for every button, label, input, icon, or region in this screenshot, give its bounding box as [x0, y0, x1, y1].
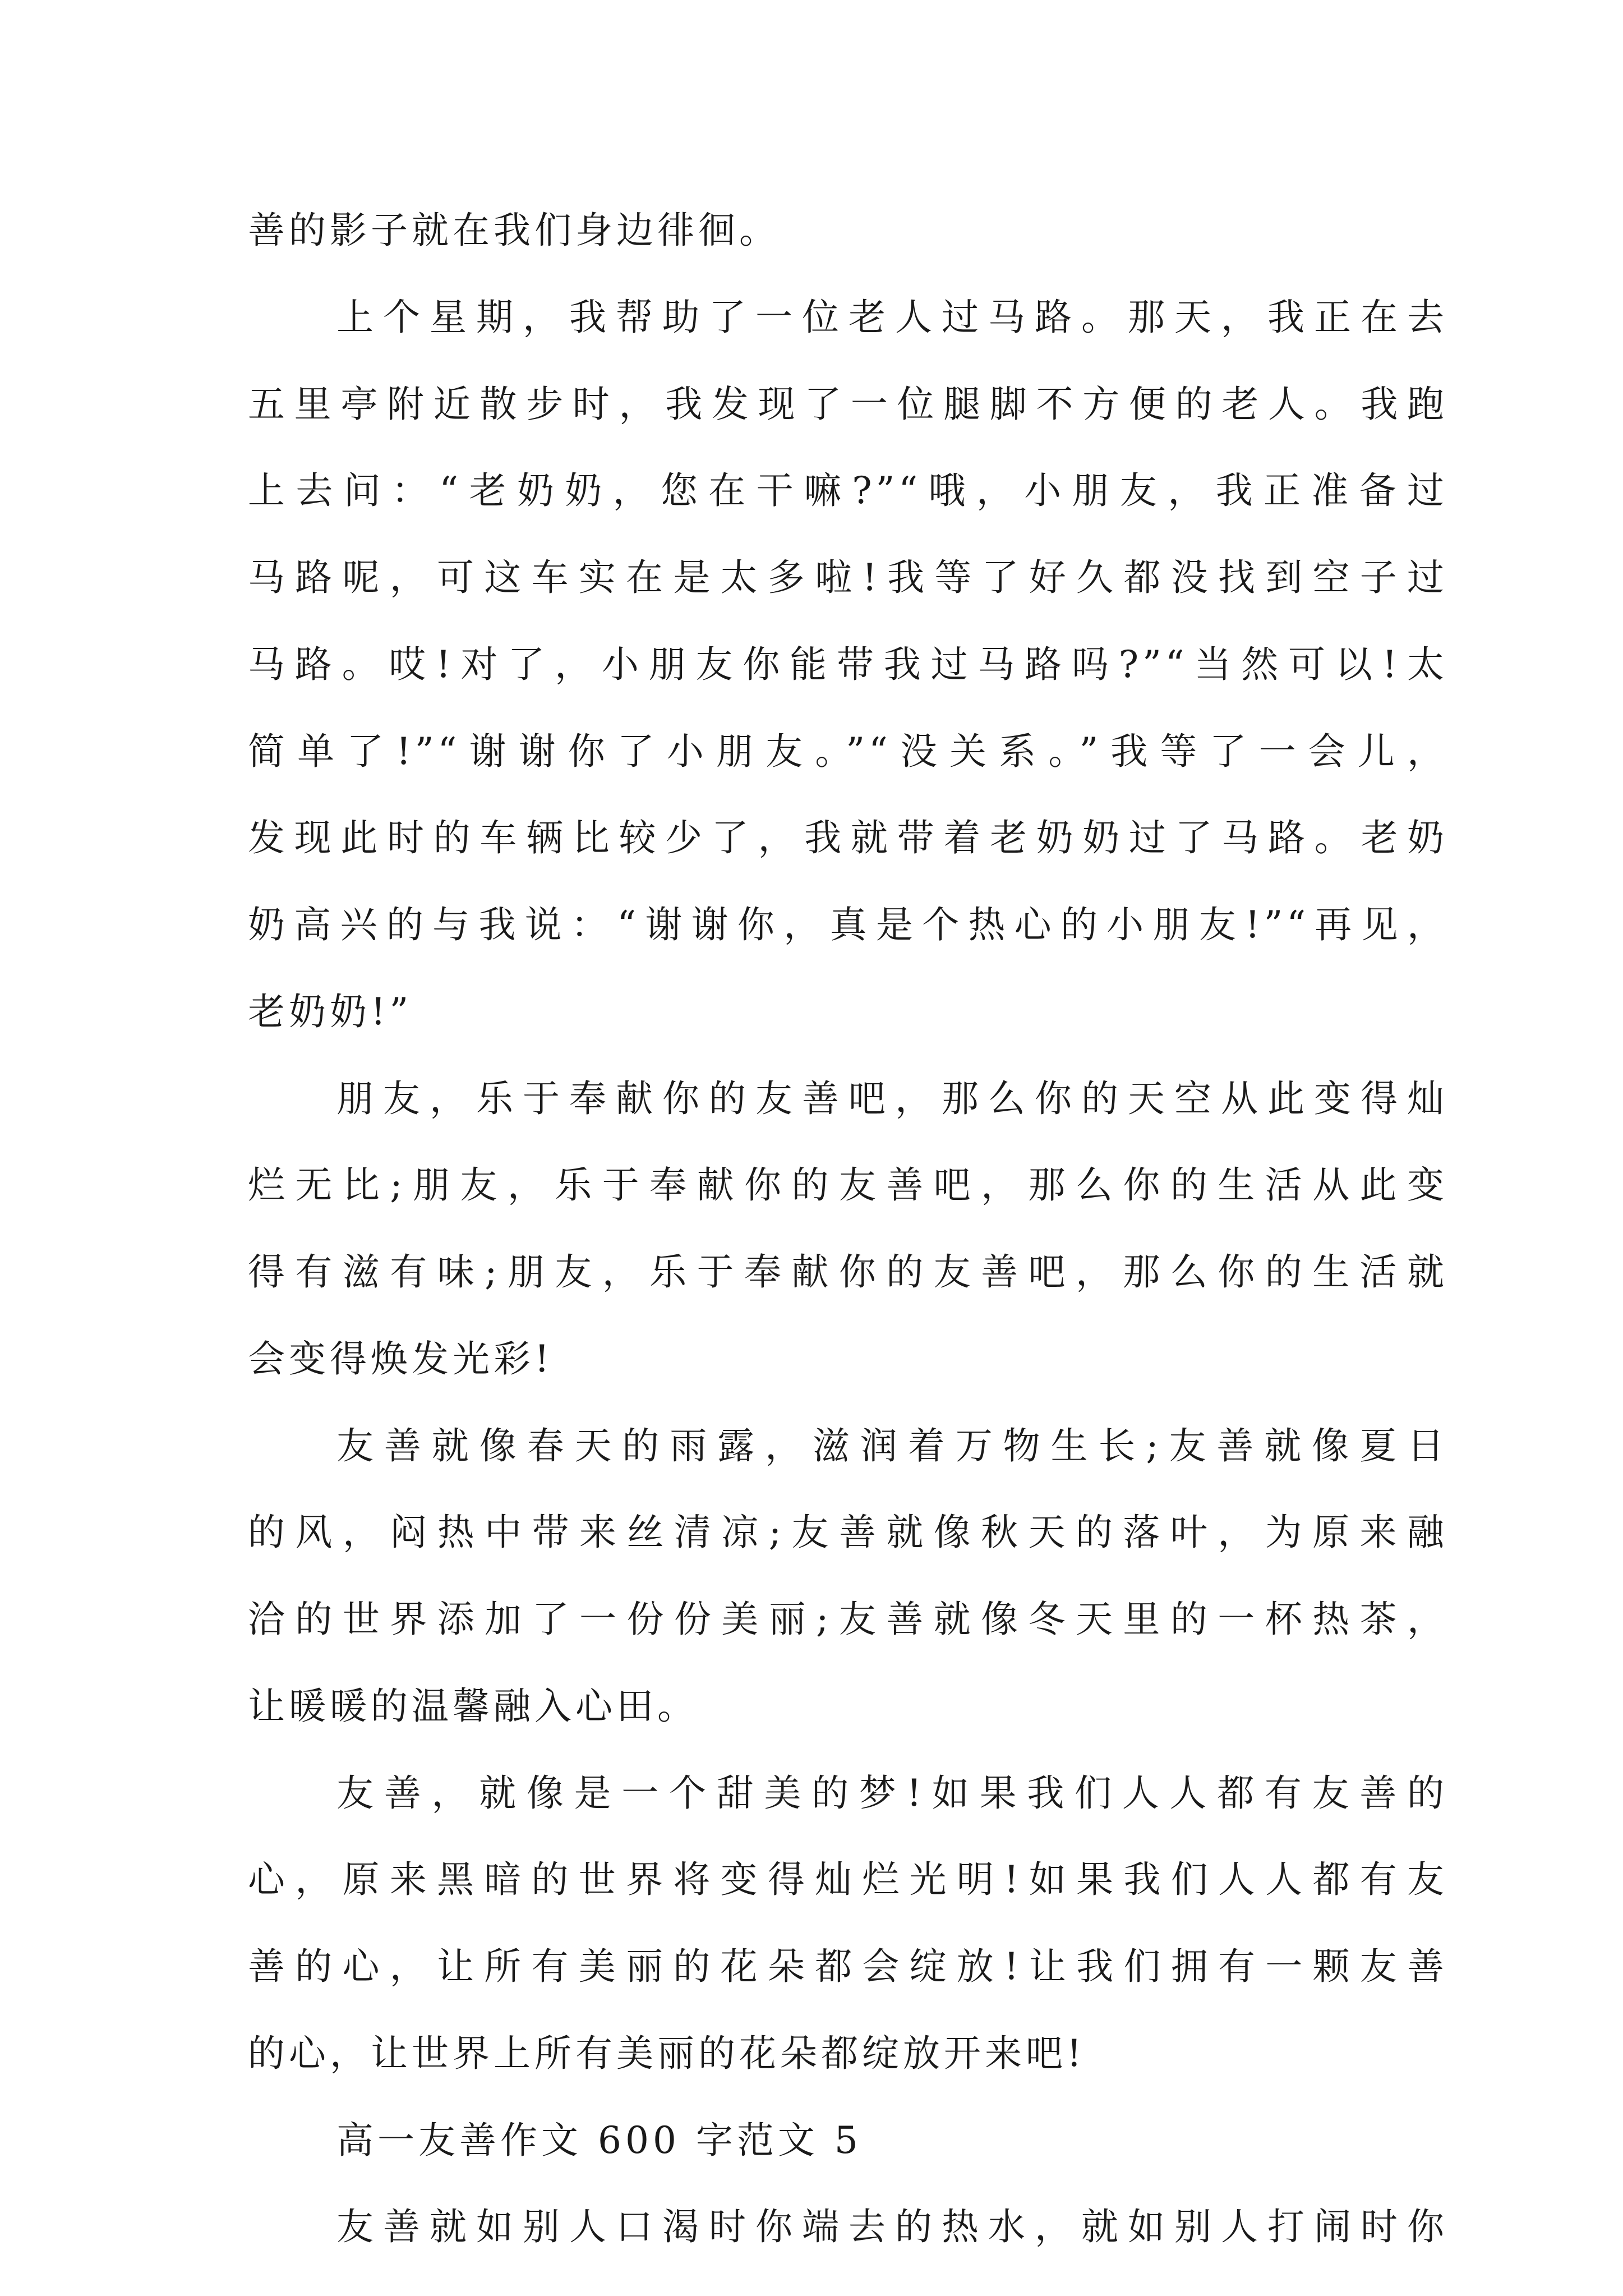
text-line: 善的心，让所有美丽的花朵都会绽放!让我们拥有一颗友善 — [248, 1945, 1448, 1988]
text-line: 的风，闷热中带来丝清凉;友善就像秋天的落叶，为原来融 — [248, 1511, 1448, 1554]
text-line: 善的影子就在我们身边徘徊。 — [248, 209, 780, 252]
text-line: 友善就像春天的雨露，滋润着万物生长;友善就像夏日 — [336, 1424, 1448, 1467]
text-line: 上个星期，我帮助了一位老人过马路。那天，我正在去 — [336, 296, 1448, 339]
text-line: 的心，让世界上所有美丽的花朵都绽放开来吧! — [248, 2032, 1086, 2075]
text-line: 马路呢，可这车实在是太多啦!我等了好久都没找到空子过 — [248, 556, 1448, 599]
text-line: 马路。哎!对了，小朋友你能带我过马路吗?”“当然可以!太 — [248, 643, 1448, 686]
text-line: 发现此时的车辆比较少了，我就带着老奶奶过了马路。老奶 — [248, 816, 1448, 859]
text-line: 五里亭附近散步时，我发现了一位腿脚不方便的老人。我跑 — [248, 383, 1448, 426]
text-line: 洽的世界添加了一份份美丽;友善就像冬天里的一杯热茶， — [248, 1598, 1448, 1641]
text-line: 奶高兴的与我说：“谢谢你，真是个热心的小朋友!”“再见， — [248, 903, 1448, 946]
text-line: 烂无比;朋友，乐于奉献你的友善吧，那么你的生活从此变 — [248, 1163, 1448, 1207]
text-line: 上去问：“老奶奶，您在干嘛?”“哦，小朋友，我正准备过 — [248, 469, 1448, 512]
text-line: 心，原来黑暗的世界将变得灿烂光明!如果我们人人都有友 — [248, 1858, 1448, 1901]
text-line: 得有滋有味;朋友，乐于奉献你的友善吧，那么你的生活就 — [248, 1250, 1448, 1294]
text-line: 简单了!”“谢谢你了小朋友。”“没关系。”我等了一会儿， — [248, 730, 1448, 773]
text-line: 友善，就像是一个甜美的梦!如果我们人人都有友善的 — [336, 1772, 1448, 1815]
text-line: 会变得焕发光彩! — [248, 1337, 554, 1381]
text-line: 让暖暖的温馨融入心田。 — [248, 1685, 698, 1728]
text-line: 友善就如别人口渴时你端去的热水，就如别人打闹时你 — [336, 2205, 1448, 2248]
section-heading: 高一友善作文 600 字范文 5 — [336, 2119, 862, 2162]
text-line: 老奶奶!” — [248, 990, 413, 1033]
text-line: 朋友，乐于奉献你的友善吧，那么你的天空从此变得灿 — [336, 1077, 1448, 1120]
